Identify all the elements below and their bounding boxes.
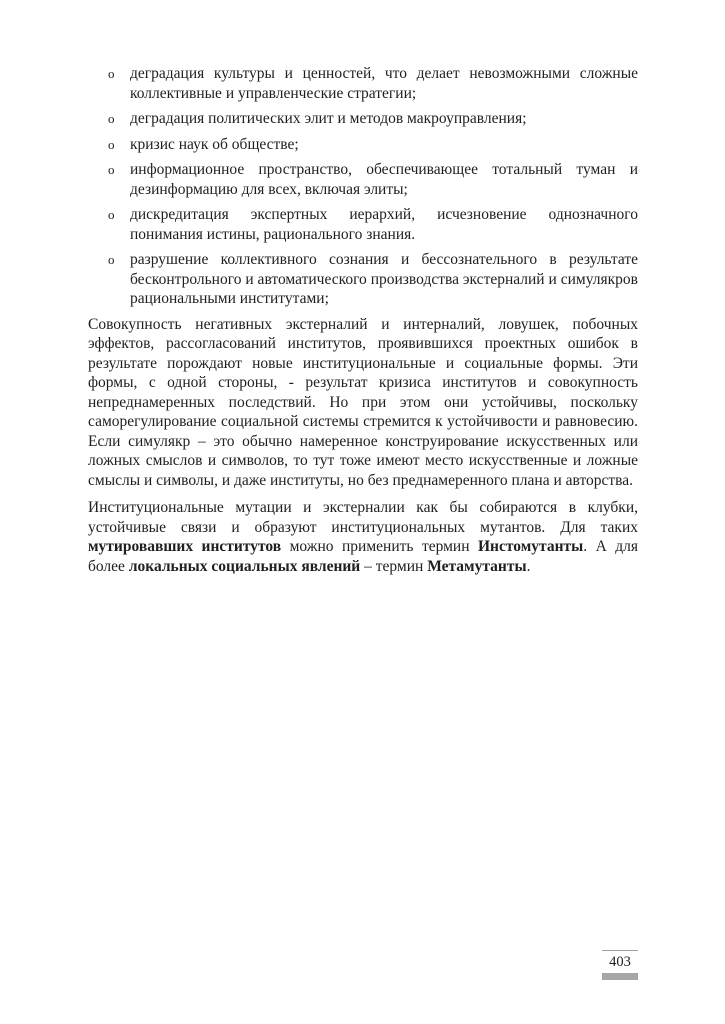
term-local-social-phenomena: локальных социальных явлений <box>128 557 361 575</box>
paragraph-text: – термин <box>360 557 428 575</box>
bullet-circle-icon: o <box>108 162 115 177</box>
list-item <box>108 64 638 103</box>
paragraph-text: можно применить термин <box>281 538 478 555</box>
page-number: 403 <box>609 954 631 970</box>
term-instomutants: Инстомутанты <box>477 538 584 555</box>
list-item <box>108 205 638 244</box>
list-item-text: разрушение коллективного сознания и бессознательного в результате бесконтрольного и автоматического производства экстерналий и симулякров рациональными институтами; <box>130 251 638 307</box>
bullet-circle-icon: o <box>108 66 115 81</box>
paragraph-text: Институциональные мутации и экстерналии как бы собираются в клубки, устойчивые связи и образуют институциональных мутантов. Для таких <box>88 499 638 536</box>
list-item-text: деградация культуры и ценностей, что делает невозможными сложные коллективные и управленческие стратегии; <box>130 65 638 102</box>
bullet-circle-icon: o <box>108 207 115 222</box>
list-item-text: кризис наук об обществе; <box>130 135 299 153</box>
list-item <box>108 250 638 309</box>
list-item-text: деградация политических элит и методов макроуправления; <box>130 110 527 127</box>
list-item-text: информационное пространство, обеспечивающее тотальный туман и дезинформацию для всех, включая элиты; <box>130 161 638 198</box>
term-metamutants: Метамутанты <box>427 557 527 575</box>
list-item <box>108 135 638 155</box>
list-item-text: дискредитация экспертных иерархий, исчезновение однозначного понимания истины, рационального знания. <box>130 206 638 243</box>
bullet-circle-icon: o <box>108 252 115 267</box>
footer-bar <box>602 973 638 980</box>
paragraph-text: . <box>526 557 531 575</box>
list-item <box>108 109 638 129</box>
bullet-circle-icon: o <box>108 136 115 152</box>
body-paragraph-terms <box>88 498 638 576</box>
page-footer <box>602 950 638 980</box>
bullet-circle-icon: o <box>108 111 115 126</box>
bullet-list <box>88 64 638 309</box>
page-content <box>88 64 638 584</box>
body-paragraph: Совокупность негативных экстерналий и интерналий, ловушек, побочных эффектов, рассогласований институтов, проявившихся проектных ошибок в результате порождают новые институциональные и социальные формы. Эти формы, с одной стороны, - результат кризиса институтов и совокупность непреднамеренных последствий. Но при этом они устойчивы, поскольку саморегулирование социальной системы стремится к устойчивости и равновесию. Если симулякр – это обычно намеренное конструирование искусственных или ложных смыслов и символов, то тут тоже имеют место искусственные и ложные смыслы и символы, и даже институты, но без преднамеренного плана и авторства. <box>88 315 638 489</box>
term-mutated-institutions: мутировавших институтов <box>88 538 282 555</box>
list-item <box>108 160 638 199</box>
paragraph-text: . А для более <box>88 538 638 575</box>
